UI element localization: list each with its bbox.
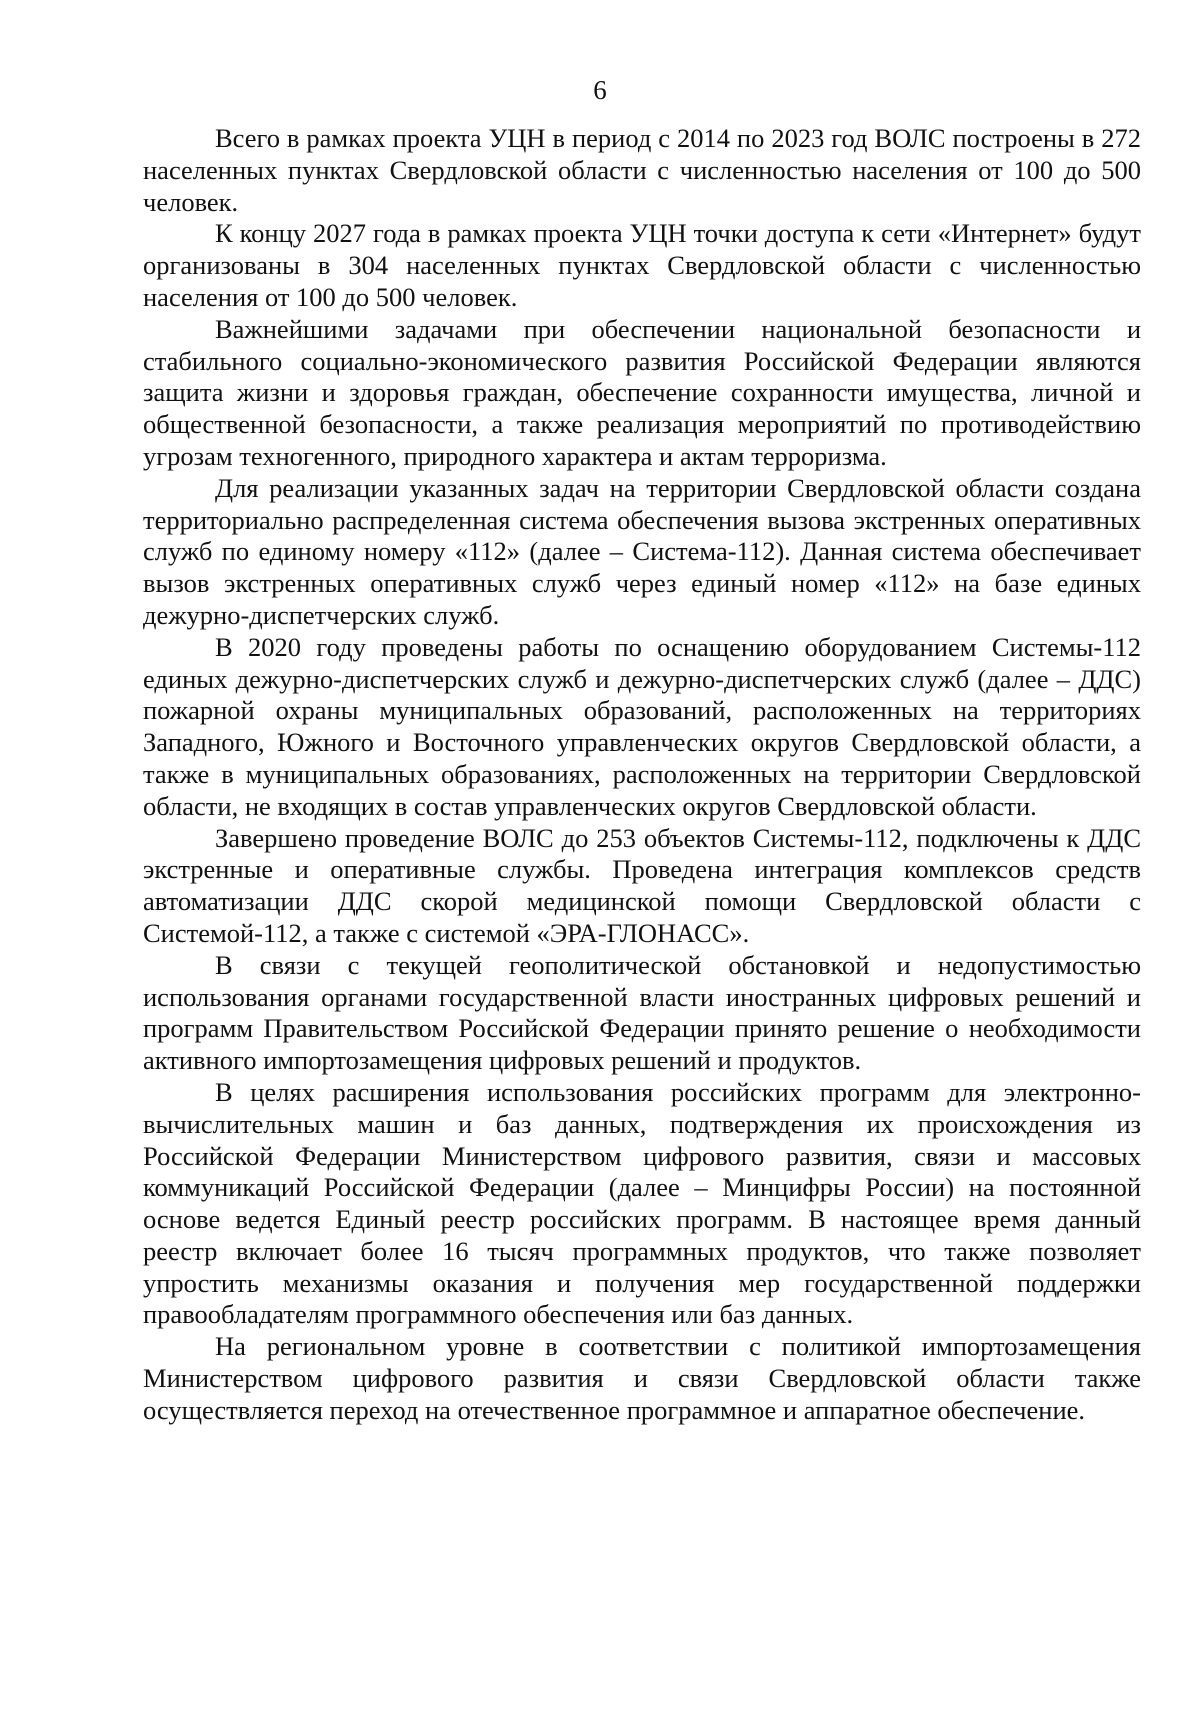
paragraph-volc-completion: Завершено проведение ВОЛС до 253 объектов Системы-112, подключены к ДДС экстренные и оперативные службы. Проведена интеграция комплексов средств автоматизации ДДС скорой медицинской помощи Свердловской области с Системой-112, а также с системой «ЭРА-ГЛОНАСС». xyxy=(143,822,1141,948)
paragraph-import-substitution: В связи с текущей геополитической обстановкой и недопустимостью использования органами государственной власти иностранных цифровых решений и программ Правительством Российской Федерации принято решение о необходимости активного импортозамещения цифровых решений и продуктов. xyxy=(143,949,1141,1076)
paragraph-software-registry: В целях расширения использования российских программ для электронно-вычислительных машин и баз данных, подтверждения их происхождения из Российской Федерации Министерством цифрового развития, связи и массовых коммуникаций Российской Федерации (далее – Минцифры России) на постоянной основе ведется Единый реестр российских программ. В настоящее время данный реестр включает более 16 тысяч программных продуктов, что также позволяет упростить механизмы оказания и получения мер государственной поддержки правообладателям программного обеспечения или баз данных. xyxy=(143,1076,1141,1330)
paragraph-system-112: Для реализации указанных задач на территории Свердловской области создана территориально распределенная система обеспечения вызова экстренных оперативных служб по единому номеру «112» (далее – Система-112). Данная система обеспечивает вызов экстренных оперативных служб через единый номер «112» на базе единых дежурно-диспетчерских служб. xyxy=(143,472,1141,630)
document-body xyxy=(143,123,1141,1427)
paragraph-2020-equipment: В 2020 году проведены работы по оснащению оборудованием Системы-112 единых дежурно-диспетчерских служб и дежурно-диспетчерских служб (далее – ДДС) пожарной охраны муниципальных образований, расположенных на территориях Западного, Южного и Восточного управленческих округов Свердловской области, а также в муниципальных образованиях, расположенных на территории Свердловской области, не входящих в состав управленческих округов Свердловской области. xyxy=(143,631,1141,821)
page-number: 6 xyxy=(593,75,607,105)
paragraph-wire-sites: Всего в рамках проекта УЦН в период с 2014 по 2023 год ВОЛС построены в 272 населенных пунктах Свердловской области с численностью населения от 100 до 500 человек. xyxy=(143,123,1141,217)
paragraph-national-security: Важнейшими задачами при обеспечении национальной безопасности и стабильного социально-экономического развития Российской Федерации являются защита жизни и здоровья граждан, обеспечение сохранности имущества, личной и общественной безопасности, а также реализация мероприятий по противодействию угрозам техногенного, природного характера и актам терроризма. xyxy=(143,313,1141,471)
paragraph-regional-transition: На региональном уровне в соответствии с политикой импортозамещения Министерством цифрового развития и связи Свердловской области также осуществляется переход на отечественное программное и аппаратное обеспечение. xyxy=(143,1331,1141,1425)
paragraph-internet-access-2027: К концу 2027 года в рамках проекта УЦН точки доступа к сети «Интернет» будут организованы в 304 населенных пунктах Свердловской области с численностью населения от 100 до 500 человек. xyxy=(143,218,1141,312)
